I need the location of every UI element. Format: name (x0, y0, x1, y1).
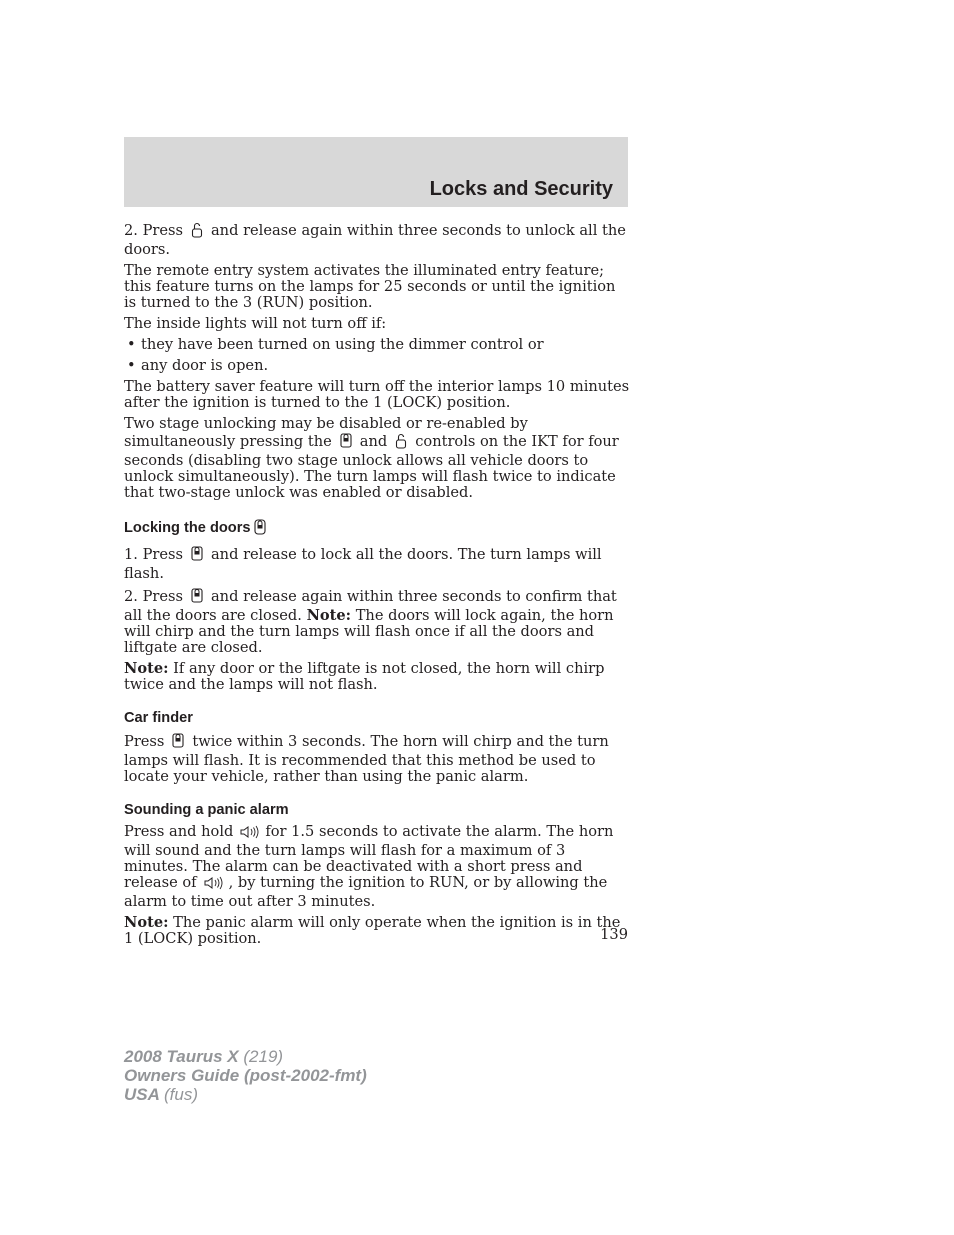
paragraph-panic-alarm: Press and hold for 1.5 seconds to activate the alarm. The horn will sound and the turn lamps will flash for a maximum of 3 minutes. The alarm can be deactivated with a short press and release of , by turning the ignition to RUN, or by allowing the alarm to time out after 3 minutes. (124, 823, 614, 910)
list-item: • they have been turned on using the dimmer control or (127, 336, 544, 353)
paragraph-unlock-step2: 2. Press and release again within three seconds to unlock all the doors. (124, 222, 626, 258)
list-item: • any door is open. (127, 357, 269, 374)
note-label: Note: (124, 660, 169, 677)
section-header-bar (124, 137, 628, 207)
heading-locking-doors: Locking the doors (124, 517, 630, 540)
footer-line-3: USA (fus) (124, 1085, 198, 1104)
paragraph-lock-step2: 2. Press and release again within three seconds to confirm that all the doors are closed. Note: The doors will lock again, the horn will chirp and the turn lamps will flash once if all the doors and liftgate are closed. (124, 588, 617, 656)
paragraph-two-stage: Two stage unlocking may be disabled or re-enabled by simultaneously pressing the and controls on the IKT for four seconds (disabling two stage unlock allows all vehicle doors to unlock simultaneously). The turn lamps will flash twice to indicate that two-stage unlock was enabled or disabled. (124, 415, 619, 501)
lock-icon (170, 732, 186, 753)
panic-icon (239, 825, 259, 843)
page-number: 139 (600, 926, 628, 943)
unlock-icon (393, 433, 409, 453)
lock-icon (338, 432, 354, 453)
heading-car-finder: Car finder (124, 710, 193, 726)
panic-icon (203, 876, 223, 894)
paragraph-panic-note: Note: The panic alarm will only operate when the ignition is in the 1 (LOCK) position. (124, 914, 621, 947)
heading-panic-alarm: Sounding a panic alarm (124, 802, 289, 818)
lock-icon (254, 517, 266, 540)
unlock-icon (189, 222, 205, 242)
paragraph-battery-saver: The battery saver feature will turn off the interior lamps 10 minutes after the ignition is turned to the 1 (LOCK) position. (124, 378, 630, 411)
paragraph-lock-step1: 1. Press and release to lock all the doors. The turn lamps will flash. (124, 546, 602, 582)
note-label: Note: (124, 914, 169, 931)
footer-line-1: 2008 Taurus X (219) (124, 1047, 284, 1066)
paragraph-car-finder: Press twice within 3 seconds. The horn will chirp and the turn lamps will flash. It is recommended that this method be used to locate your vehicle, rather than using the panic alarm. (124, 733, 609, 785)
footer-line-2: Owners Guide (post-2002-fmt) (124, 1066, 367, 1085)
bullet-list (124, 337, 630, 374)
paragraph-lock-note: Note: If any door or the liftgate is not closed, the horn will chirp twice and the lamps will not flash. (124, 660, 605, 693)
bullet-symbol: • (127, 336, 136, 353)
section-title: Locks and Security (429, 178, 613, 200)
note-label: Note: (306, 607, 352, 624)
lock-icon (189, 587, 205, 608)
bullet-symbol: • (127, 357, 136, 374)
paragraph-remote-entry: The remote entry system activates the illuminated entry feature; this feature turns on the lamps for 25 seconds or until the ignition is turned to the 3 (RUN) position. (124, 262, 616, 311)
page-content (124, 222, 630, 952)
lock-icon (189, 545, 205, 566)
paragraph-inside-lights: The inside lights will not turn off if: (124, 315, 387, 332)
footer-model-info (124, 1047, 367, 1104)
